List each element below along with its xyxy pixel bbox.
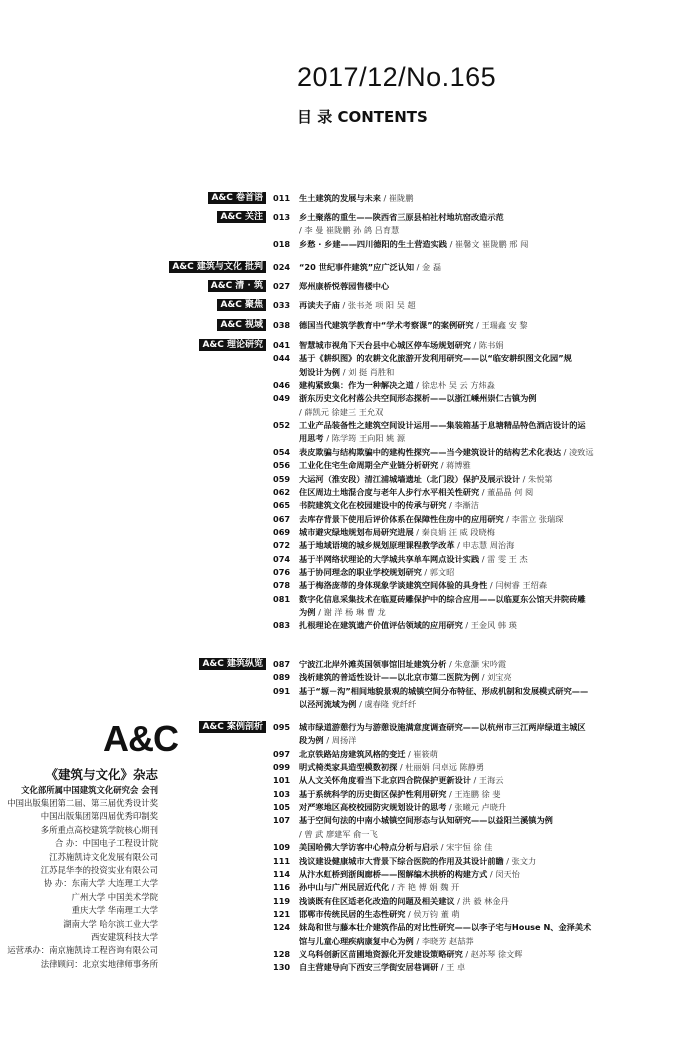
- toc-entry-continuation: [299, 367, 679, 378]
- section-label-text: A&C 理论研究: [199, 339, 266, 351]
- article-authors: / 陈书娟: [470, 340, 504, 350]
- article-authors: / 闫树睿 王绍森: [487, 580, 548, 591]
- article-title: 浅议建设健康城市大背景下综合医院的作用及其设计前瞻: [299, 855, 504, 866]
- article-title: 扎根理论在建筑遗产价值评估领域的应用研究: [299, 620, 463, 631]
- article-authors: / 侯万钧 董 萌: [405, 908, 460, 919]
- article-authors: / 秦良娟 汪 威 段晓梅: [413, 526, 495, 537]
- article-title: 宁波江北岸外滩英国领事馆旧址建筑分析: [299, 659, 447, 669]
- article-authors: / 李雷立 张瑞琛: [503, 513, 564, 524]
- toc-entry[interactable]: [273, 514, 673, 525]
- section-label-text: A&C 清 · 筑: [208, 280, 266, 292]
- page-number: 078: [273, 580, 291, 591]
- article-authors: / 虞春隆 党纤纤: [359, 699, 417, 710]
- article-title: 基于“塬－沟”相间地貌景观的城镇空间分布特征、形成机制和发展模式研究——: [299, 685, 589, 696]
- article-title: 浙东历史文化村落公共空间形态探析——以浙江嵊州崇仁古镇为例: [299, 393, 537, 404]
- magazine-info-line: 协 办：东南大学 大连理工大学: [43, 878, 158, 889]
- page-number: 065: [273, 500, 291, 511]
- page-number: 011: [273, 193, 291, 203]
- article-title: 乡土聚落的重生——陕西省三原县柏社村地坑窑改造示范: [299, 212, 504, 222]
- toc-entry[interactable]: [273, 567, 673, 578]
- toc-entry[interactable]: [273, 659, 673, 670]
- article-title: 城市绿道游憩行为与游憩设施满意度调查研究——以杭州市三江两岸绿道主城区: [299, 722, 586, 732]
- magazine-info-line: 中国出版集团第四届优秀印制奖: [40, 811, 158, 822]
- toc-entry[interactable]: [273, 212, 673, 223]
- article-authors: / 申志慧 周治海: [454, 540, 515, 551]
- magazine-info-line: 合 办：中国电子工程设计院: [54, 838, 158, 849]
- article-authors: / 李 曼 崔陇鹏 孙 鸽 吕育慧: [299, 225, 400, 236]
- article-title: “20 世纪事件建筑”应广泛认知: [299, 262, 415, 272]
- toc-entry[interactable]: [273, 320, 673, 331]
- toc-entry[interactable]: [273, 962, 673, 973]
- toc-entry[interactable]: [273, 722, 673, 733]
- article-authors: / 齐 艳 傅 娟 魏 开: [389, 882, 460, 893]
- toc-entry[interactable]: [273, 815, 673, 826]
- article-authors: / 洪 毅 林金丹: [454, 895, 509, 906]
- toc-entry-continuation: [299, 735, 679, 746]
- page-number: 076: [273, 566, 291, 577]
- article-title-continued: 用思考: [299, 433, 327, 444]
- article-title: 住区周边土地混合度与老年人步行水平相关性研究: [299, 486, 480, 497]
- article-title: 基于系统科学的历史街区保护性利用研究: [299, 788, 447, 799]
- magazine-info-line: 运营承办：南京施凯诗工程咨询有限公司: [7, 945, 158, 956]
- article-authors: / 金 磊: [414, 262, 442, 272]
- section-label: [0, 299, 266, 311]
- article-authors: / 王连鹏 徐 斐: [446, 788, 501, 799]
- article-authors: / 赵苏琴 徐文辉: [462, 948, 523, 959]
- toc-entry[interactable]: [273, 554, 673, 565]
- article-authors: / 蒋博雅: [438, 460, 471, 471]
- page-number: 116: [273, 882, 291, 893]
- toc-entry[interactable]: [273, 239, 673, 250]
- article-authors: / 王瑞鑫 安 黎: [473, 320, 528, 330]
- toc-entry-continuation: [299, 225, 679, 236]
- magazine-info-line: 江苏施凯诗文化发展有限公司: [49, 851, 158, 862]
- toc-entry[interactable]: [273, 262, 673, 273]
- article-title: 建构紧致集：作为一种解决之道: [299, 380, 414, 391]
- toc-entry-continuation: [299, 407, 679, 418]
- article-authors: / 李漸洁: [446, 500, 479, 511]
- article-authors: / 张文力: [503, 855, 537, 866]
- article-title: 乡愁 · 乡建——四川德阳的生土营造实践: [299, 238, 447, 249]
- page-number: 130: [273, 962, 291, 973]
- article-title: 从汴水虹桥到浙闽廊桥——图解编木拱桥的构建方式: [299, 868, 488, 879]
- issue-number: 2017/12/No.165: [297, 62, 497, 92]
- toc-entry[interactable]: [273, 474, 673, 485]
- article-authors: / 雷 雯 王 杰: [479, 553, 528, 564]
- article-authors: / 崔馨文 崔陇鹏 邢 闯: [447, 238, 529, 249]
- section-label: [0, 261, 266, 273]
- toc-entry[interactable]: [273, 882, 673, 893]
- toc-entry[interactable]: [273, 749, 673, 760]
- article-title-continued: 以泾河流域为例: [299, 699, 360, 710]
- magazine-info: [0, 797, 158, 971]
- page-number: 089: [273, 672, 291, 683]
- page-number: 074: [273, 553, 291, 564]
- article-title: 大运河（淮安段）清江浦城墙遗址（北门段）保护及展示设计: [299, 473, 521, 484]
- article-title: 智慧城市视角下天台县中心城区停车场规划研究: [299, 340, 471, 350]
- article-title: 妹岛和世与藤本壮介建筑作品的对比性研究——以李子宅与House N、金泽美术: [299, 922, 592, 933]
- page-number: 107: [273, 815, 291, 826]
- article-title: 工业产品装备性之建筑空间设计运用——集装箱基于息塘精品特色酒店设计的运: [299, 420, 586, 431]
- article-title: 明式椅类家具造型模数初探: [299, 762, 398, 773]
- page-number: 114: [273, 868, 291, 879]
- page-number: 024: [273, 262, 291, 272]
- article-title: 基于《耕织图》的农耕文化旅游开发利用研究——以“临安耕织图文化园”规: [299, 353, 572, 364]
- toc-entry[interactable]: [273, 869, 673, 880]
- magazine-info-line: 江苏昆华李的投资实业有限公司: [40, 865, 158, 876]
- article-title: 美国哈佛大学访客中心特点分析与启示: [299, 842, 439, 853]
- article-title: 浅析建筑的普适性设计——以北京市第二医院为例: [299, 672, 480, 683]
- page-number: 072: [273, 540, 291, 551]
- section-label-text: A&C 案例剖析: [199, 721, 266, 733]
- page-number: 091: [273, 685, 291, 696]
- article-authors: / 陈学筠 王向阳 姚 源: [326, 433, 406, 444]
- article-authors: / 张书尧 项 阳 吴 超: [339, 300, 416, 310]
- article-authors: / 刘宝亮: [479, 672, 512, 683]
- toc-entry[interactable]: [273, 193, 673, 204]
- page-number: 062: [273, 486, 291, 497]
- page-number: 049: [273, 393, 291, 404]
- magazine-info-line: 中国出版集团第二届、第三届优秀设计奖: [7, 798, 158, 808]
- article-title: 德国当代建筑学教育中“学术考察课”的案例研究: [299, 320, 474, 330]
- article-title-continued: 划设计为例: [299, 366, 343, 377]
- section-label-text: A&C 视域: [217, 319, 266, 331]
- page-number: 018: [273, 238, 291, 249]
- article-authors: / 朱悦第: [520, 473, 553, 484]
- article-authors: / 董晶晶 何 阅: [479, 486, 534, 497]
- toc-entry-continuation: [299, 829, 679, 840]
- toc-entry[interactable]: [273, 580, 673, 591]
- toc-entry[interactable]: [273, 300, 673, 311]
- article-authors: / 周扬洋: [326, 735, 357, 746]
- page-number: 083: [273, 620, 291, 631]
- page-number: 069: [273, 526, 291, 537]
- article-title: 基于半网络状理论的大学城共享单车网点设计实践: [299, 553, 480, 564]
- magazine-info-line: 湖南大学 哈尔滨工业大学: [63, 918, 158, 929]
- toc-entry[interactable]: [273, 802, 673, 813]
- page-number: 105: [273, 802, 291, 813]
- article-title-continued: 馆与儿童心理疾病康复中心为例: [299, 935, 417, 946]
- article-title-continued: 为例: [299, 607, 319, 617]
- toc-entry[interactable]: [273, 460, 673, 471]
- page-number: 044: [273, 353, 291, 364]
- page-number: 046: [273, 380, 291, 391]
- article-authors: / 薛凯元 徐建三 王允双: [299, 406, 384, 417]
- article-authors: / 朱意灏 宋吟霞: [446, 659, 507, 669]
- article-authors: / 闵天怡: [487, 868, 520, 879]
- section-label-text: A&C 关注: [217, 211, 266, 223]
- article-title: 基于协同理念的职业学校规划研究: [299, 566, 422, 577]
- article-title: 浅谈既有住区适老化改造的问题及相关建议: [299, 895, 455, 906]
- page-number: 121: [273, 908, 291, 919]
- article-title: 对严寒地区高校校园防灾规划设计的思考: [299, 802, 447, 813]
- toc-entry[interactable]: [273, 487, 673, 498]
- article-title: 北京铁路站房建筑风格的变迁: [299, 748, 406, 759]
- article-title-continued: 段为例: [299, 735, 327, 746]
- article-title: 工业化住宅生命周期全产业链分析研究: [299, 460, 439, 471]
- article-authors: / 崔陇鹏: [380, 193, 414, 203]
- page-number: 103: [273, 788, 291, 799]
- article-authors: / 凌致远: [561, 446, 594, 457]
- toc-entry[interactable]: [273, 594, 673, 605]
- section-label: [0, 339, 266, 351]
- toc-entry[interactable]: [273, 500, 673, 511]
- article-authors: / 宋宇恒 徐 佳: [438, 842, 493, 853]
- page-number: 052: [273, 420, 291, 431]
- article-title: 数字化信息采集技术在临夏砖雕保护中的综合应用——以临夏东公馆天井院砖雕: [299, 593, 586, 604]
- page-number: 087: [273, 659, 291, 669]
- article-authors: / 郭文昭: [421, 566, 455, 577]
- page-number: 038: [273, 320, 291, 330]
- magazine-subtitle: 文化部所属中国建筑文化研究会 会刊: [21, 785, 158, 795]
- article-authors: / 刘 挺 肖胜和: [342, 366, 395, 377]
- page-number: 059: [273, 473, 291, 484]
- article-title: 义乌科创新区苗圃地资源化开发建设策略研究: [299, 948, 463, 959]
- article-authors: / 曾 武 廖建军 俞一飞: [299, 828, 378, 839]
- article-title: 表皮欺骗与结构欺骗中的建构性探究——当今建筑设计的结构艺术化表达: [299, 446, 562, 457]
- page-number: 111: [273, 855, 291, 866]
- toc-entry-continuation: [299, 433, 679, 444]
- page-number: 095: [273, 722, 291, 732]
- magazine-info-line: 广州大学 中国美术学院: [71, 891, 158, 902]
- toc-entry-continuation: [299, 607, 679, 618]
- article-authors: / 杜丽娟 闫卓远 陈静勇: [397, 762, 485, 773]
- toc-entry[interactable]: [273, 762, 673, 773]
- article-authors: / 张曦元 卢晓升: [446, 802, 507, 813]
- toc-entry[interactable]: [273, 909, 673, 920]
- page-number: 124: [273, 922, 291, 933]
- page-number: 109: [273, 842, 291, 853]
- toc-entry[interactable]: [273, 620, 673, 631]
- toc-entry-continuation: [299, 699, 679, 710]
- page-number: 067: [273, 513, 291, 524]
- page-number: 013: [273, 212, 291, 222]
- section-label: [0, 280, 266, 292]
- article-authors: / 谢 洋 杨 琳 曹 龙: [318, 607, 386, 617]
- toc-entry[interactable]: [273, 949, 673, 960]
- section-label: [0, 319, 266, 331]
- toc-entry[interactable]: [273, 527, 673, 538]
- article-authors: / 徐忠朴 吴 云 方炜淼: [413, 380, 495, 391]
- section-label: [0, 658, 266, 670]
- article-title: 基于梅洛庞蒂的身体现象学谈建筑空间体验的具身性: [299, 580, 488, 591]
- toc-title: 目 录 CONTENTS: [297, 108, 428, 126]
- article-title: 郑州康桥悦蓉园售楼中心: [299, 281, 390, 291]
- section-label-text: A&C 聚焦: [217, 299, 266, 311]
- toc-entry[interactable]: [273, 447, 673, 458]
- toc-entry[interactable]: [273, 420, 673, 431]
- toc-entry[interactable]: [273, 896, 673, 907]
- magazine-title: 《建筑与文化》杂志: [45, 767, 158, 782]
- page-number: 033: [273, 300, 291, 310]
- toc-entry-continuation: [299, 936, 679, 947]
- toc-entry[interactable]: [273, 353, 673, 364]
- page-number: 128: [273, 948, 291, 959]
- toc-entry[interactable]: [273, 380, 673, 391]
- article-title: 从人文关怀角度看当下北京四合院保护更新设计: [299, 775, 471, 786]
- section-label-text: A&C 卷首语: [208, 192, 266, 204]
- article-title: 去库存背景下使用后评价体系在保障性住房中的应用研究: [299, 513, 504, 524]
- toc-entry[interactable]: [273, 281, 673, 292]
- page-number: 027: [273, 281, 291, 291]
- page-number: 119: [273, 895, 291, 906]
- page-number: 101: [273, 775, 291, 786]
- toc-entry[interactable]: [273, 340, 673, 351]
- article-authors: / 王金风 韩 瑛: [462, 620, 517, 631]
- toc-entry[interactable]: [273, 672, 673, 683]
- page-number: 081: [273, 593, 291, 604]
- article-title: 书院建筑文化在校园建设中的传承与研究: [299, 500, 447, 511]
- toc-entry[interactable]: [273, 540, 673, 551]
- page-number: 054: [273, 446, 291, 457]
- article-authors: / 李晓芳 赵喆莽: [416, 935, 474, 946]
- article-title: 再读夫子庙: [299, 300, 340, 310]
- toc-entry[interactable]: [273, 856, 673, 867]
- article-title: 基于空间句法的中南小城镇空间形态与认知研究——以益阳兰溪镇为例: [299, 815, 553, 826]
- article-title: 生土建筑的发展与未来: [299, 193, 381, 203]
- toc-entry[interactable]: [273, 789, 673, 800]
- article-authors: / 王海云: [470, 775, 504, 786]
- article-title: 基于地域语境的城乡规划原理课程教学改革: [299, 540, 455, 551]
- page-number: 056: [273, 460, 291, 471]
- section-label: [0, 192, 266, 204]
- article-title: 孙中山与广州民居近代化: [299, 882, 390, 893]
- section-label-text: A&C 建筑纵览: [199, 658, 266, 670]
- page-number: 099: [273, 762, 291, 773]
- article-title: 自主营建导向下西安三学街安居巷调研: [299, 962, 439, 973]
- article-title: 邯郸市传统民居的生态性研究: [299, 908, 406, 919]
- article-title: 城市避灾绿地规划布局研究进展: [299, 526, 414, 537]
- section-label: [0, 211, 266, 223]
- article-authors: / 王 卓: [438, 962, 466, 973]
- article-authors: / 崔筱萌: [405, 748, 438, 759]
- toc-entry[interactable]: [273, 686, 673, 697]
- magazine-info-line: 西安建筑科技大学: [91, 932, 158, 943]
- toc-entry[interactable]: [273, 842, 673, 853]
- toc-entry[interactable]: [273, 393, 673, 404]
- magazine-info-line: 重庆大学 华南理工大学: [71, 905, 158, 916]
- page-number: 097: [273, 748, 291, 759]
- section-label-text: A&C 建筑与文化 批判: [169, 261, 266, 273]
- magazine-info-line: 法律顾问：北京实地律师事务所: [40, 958, 158, 969]
- magazine-info-line: 多所重点高校建筑学院核心期刊: [40, 824, 158, 835]
- magazine-logo: A&C: [103, 718, 178, 759]
- page-number: 041: [273, 340, 291, 350]
- toc-entry[interactable]: [273, 922, 673, 933]
- toc-entry[interactable]: [273, 775, 673, 786]
